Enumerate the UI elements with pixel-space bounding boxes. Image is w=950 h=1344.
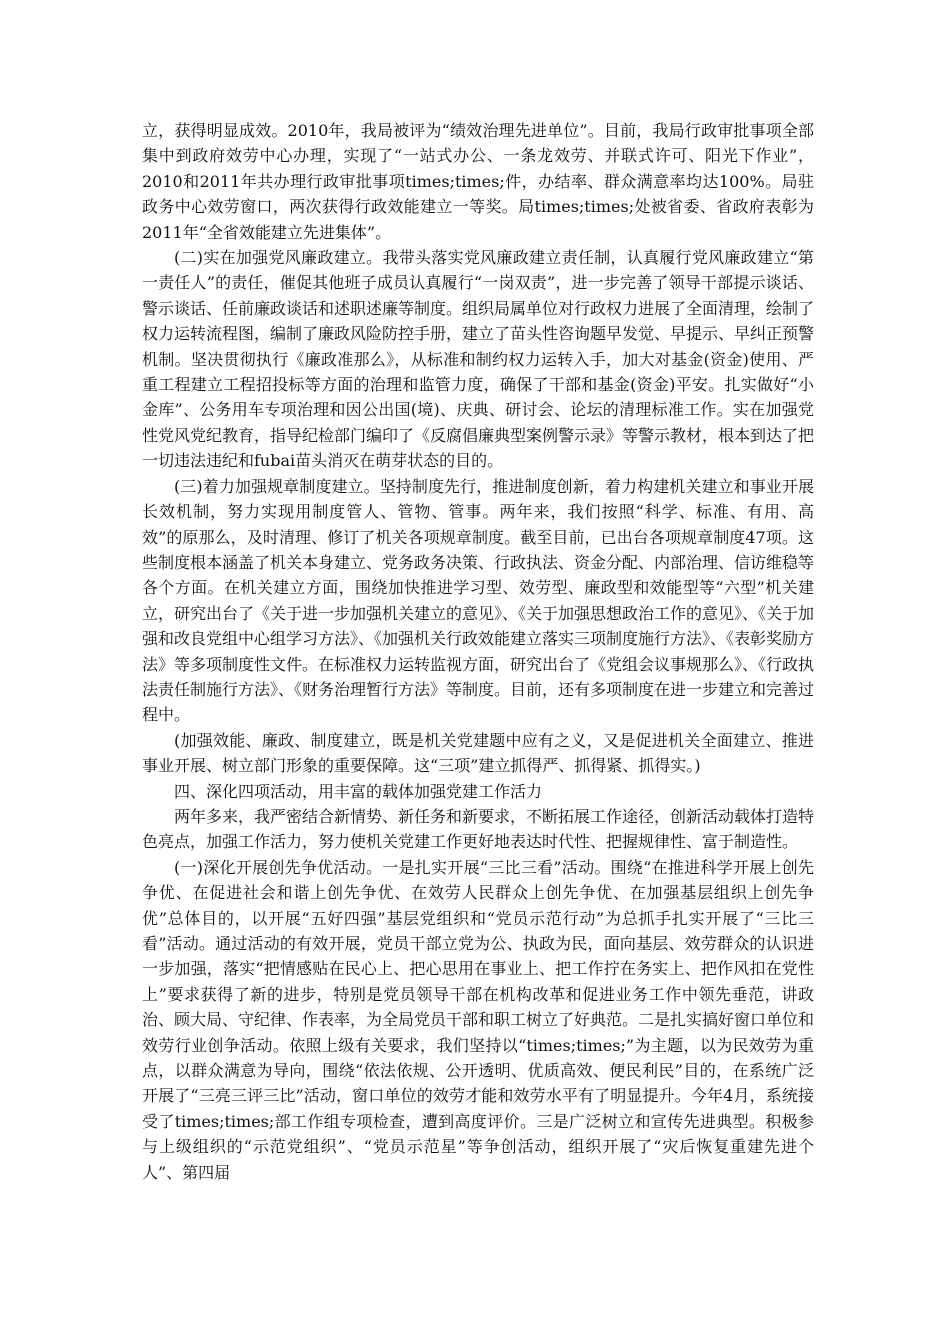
paragraph: 两年多来，我严密结合新情势、新任务和新要求，不断拓展工作途径，创新活动载体打造特色亮点，加强工作活力，努力使机关党建工作更好地表达时代性、把握规律性、富于制造性。: [142, 806, 815, 852]
paragraph: (二)实在加强党风廉政建立。我带头落实党风廉政建立责任制，认真履行党风廉政建立“第一责任人”的责任，催促其他班子成员认真履行“一岗双责”，进一步完善了领导干部提示谈话、警示谈话、任前廉政谈话和述职述廉等制度。组织局属单位对行政权力进展了全面清理，绘制了权力运转流程图，编制了廉政风险防控手册，建立了苗头性咨询题早发觉、早提示、早纠正预警机制。坚决贯彻执行《廉政准那么》，从标准和制约权力运转入手，加大对基金(资金)使用、严重工程建立工程招投标等方面的治理和监管力度，确保了干部和基金(资金)平安。扎实做好“小金库”、公务用车专项治理和因公出国(境)、庆典、研讨会、论坛的清理标准工作。实在加强党性党风党纪教育，指导纪检部门编印了《反腐倡廉典型案例警示录》等警示教材，根本到达了把一切违法违纪和fubai苗头消灭在萌芽状态的目的。: [142, 248, 815, 471]
paragraph: (三)着力加强规章制度建立。坚持制度先行，推进制度创新，着力构建机关建立和事业开展长效机制，努力实现用制度管人、管物、管事。两年来，我们按照“科学、标准、有用、高效”的原那么，及时清理、修订了机关各项规章制度。截至目前，已出台各项规章制度47项。这些制度根本涵盖了机关本身建立、党务政务决策、行政执法、资金分配、内部治理、信访维稳等各个方面。在机关建立方面，围绕加快推进学习型、效劳型、廉政型和效能型等“六型”机关建立，研究出台了《关于进一步加强机关建立的意见》、《关于加强思想政治工作的意见》、《关于加强和改良党组中心组学习方法》、《加强机关行政效能建立落实三项制度施行方法》、《表彰奖励方法》等多项制度性文件。在标准权力运转监视方面，研究出台了《党组会议事规那么》、《行政执法责任制施行方法》、《财务治理暂行方法》等制度。目前，还有多项制度在进一步建立和完善过程中。: [142, 476, 815, 725]
document-body: [142, 118, 814, 1185]
paragraph: (加强效能、廉政、制度建立，既是机关党建题中应有之义，又是促进机关全面建立、推进事业开展、树立部门形象的重要保障。这“三项”建立抓得严、抓得紧、抓得实。): [142, 730, 814, 776]
paragraph: (一)深化开展创先争优活动。一是扎实开展“三比三看”活动。围绕“在推进科学开展上创先争优、在促进社会和谐上创先争优、在效劳人民群众上创先争优、在加强基层组织上创先争优”总体目的，以开展“五好四强”基层党组织和“党员示范行动”为总抓手扎实开展了“三比三看”活动。通过活动的有效开展，党员干部立党为公、执政为民，面向基层、效劳群众的认识进一步加强，落实“把情感贴在民心上、把心思用在事业上、把工作拧在务实上、把作风扣在党性上”要求获得了新的进步，特别是党员领导干部在机构改革和促进业务工作中领先垂范，讲政治、顾大局、守纪律、作表率，为全局党员干部和职工树立了好典范。二是扎实搞好窗口单位和效劳行业创争活动。依照上级有关要求，我们坚持以“times;times;”为主题，以为民效劳为重点，以群众满意为导向，围绕“依法依规、公开透明、优质高效、便民利民”目的，在系统广泛开展了“三亮三评三比”活动，窗口单位的效劳才能和效劳水平有了明显提升。今年4月，系统接受了times;times;部工作组专项检查，遭到高度评价。三是广泛树立和宣传先进典型。积极参与上级组织的“示范党组织”、“党员示范星”等争创活动，组织开展了“灾后恢复重建先进个人”、第四届: [142, 857, 815, 1182]
paragraph: 立，获得明显成效。2010年，我局被评为“绩效治理先进单位”。目前，我局行政审批事项全部集中到政府效劳中心办理，实现了“一站式办公、一条龙效劳、并联式许可、阳光下作业”，2010和2011年共办理行政审批事项times;times;件，办结率、群众满意率均达100%。局驻政务中心效劳窗口，两次获得行政效能建立一等奖。局times;times;处被省委、省政府表彰为2011年“全省效能建立先进集体”。: [142, 121, 814, 242]
section-heading: 四、深化四项活动，用丰富的载体加强党建工作活力: [174, 781, 543, 801]
